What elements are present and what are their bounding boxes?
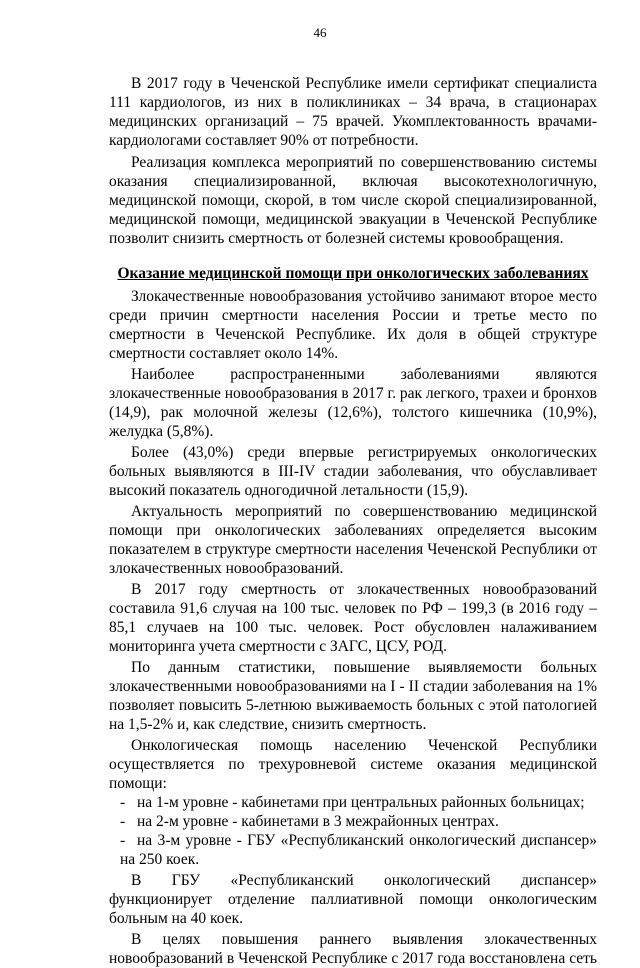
paragraph-early-detection: В целях повышения раннего выявления злокачественных новообразований в Чеченской Республике с 2017 года восстановлена сеть (109, 931, 597, 967)
list-item-text: на 1-м уровне - кабинетами при центральных районных больницах; (137, 794, 585, 811)
paragraph-oncology-2: Наиболее распространенными заболеваниями являются злокачественные новообразования в 2017 г. рак легкого, трахеи и бронхов (14,9), рак молочной железы (12,6%), толстого кишечника (10,9%), желудка (5,8%). (109, 366, 597, 440)
list-item-text: на 2-м уровне - кабинетами в 3 межрайонных центрах. (137, 813, 499, 830)
dash-marker: - (120, 794, 126, 811)
paragraph-cardiologists: В 2017 году в Чеченской Республике имели сертификат специалиста 111 кардиологов, из них в поликлиниках – 34 врача, в стационарах медицинских организаций – 75 врачей. Укомплектованность врачами-кардиологами составляет 90% от потребности. (109, 75, 597, 149)
paragraph-cardio-measures: Реализация комплекса мероприятий по совершенствованию системы оказания специализированной, включая высокотехнологичную, медицинской помощи, скорой, в том числе скорой специализированной, медицинской помощи, медицинской эвакуации в Чеченской Республике позволит снизить смертность от болезней системы кровообращения. (109, 154, 597, 247)
page-number: 46 (313, 25, 327, 40)
list-item-level-3 (109, 831, 597, 869)
dash-marker: - (120, 832, 126, 849)
dash-marker: - (120, 813, 126, 830)
document-body (109, 74, 597, 968)
paragraph-oncology-3: Более (43,0%) среди впервые регистрируемых онкологических больных выявляются в III-IV стадии заболевания, что обуславливает высокий показатель одногодичной летальности (15,9). (109, 444, 597, 499)
list-item-level-1 (109, 793, 597, 812)
paragraph-oncology-4: Актуальность мероприятий по совершенствованию медицинской помощи при онкологических заболеваниях определяется высоким показателем в структуре смертности населения Чеченской Республики от злокачественных новообразований. (109, 503, 597, 577)
list-item-level-2 (109, 812, 597, 831)
paragraph-oncology-7: Онкологическая помощь населению Чеченской Республики осуществляется по трехуровневой системе оказания медицинской помощи: (109, 737, 597, 792)
paragraph-oncology-5: В 2017 году смертность от злокачественных новообразований составила 91,6 случая на 100 тыс. человек по РФ – 199,3 (в 2016 году – 85,1 случаев на 100 тыс. человек. Рост обусловлен налаживанием мониторинга учета смертности с ЗАГС, ЦСУ, РОД. (109, 581, 597, 655)
section-heading-oncology: Оказание медицинской помощи при онкологических заболеваниях (117, 265, 589, 282)
paragraph-oncology-6: По данным статистики, повышение выявляемости больных злокачественными новообразованиями на I - II стадии заболевания на 1% позволяет повысить 5-летнюю выживаемость больных с этой патологией на 1,5-2% и, как следствие, снизить смертность. (109, 659, 597, 733)
paragraph-oncology-1: Злокачественные новообразования устойчиво занимают второе место среди причин смертности населения России и третье место по смертности в Чеченской Республике. Их доля в общей структуре смертности составляет около 14%. (109, 288, 597, 362)
paragraph-palliative: В ГБУ «Республиканский онкологический диспансер» функционирует отделение паллиативной помощи онкологическим больным на 40 коек. (109, 872, 597, 927)
list-item-text: на 3-м уровне - ГБУ «Республиканский онкологический диспансер» на 250 коек. (120, 832, 597, 868)
